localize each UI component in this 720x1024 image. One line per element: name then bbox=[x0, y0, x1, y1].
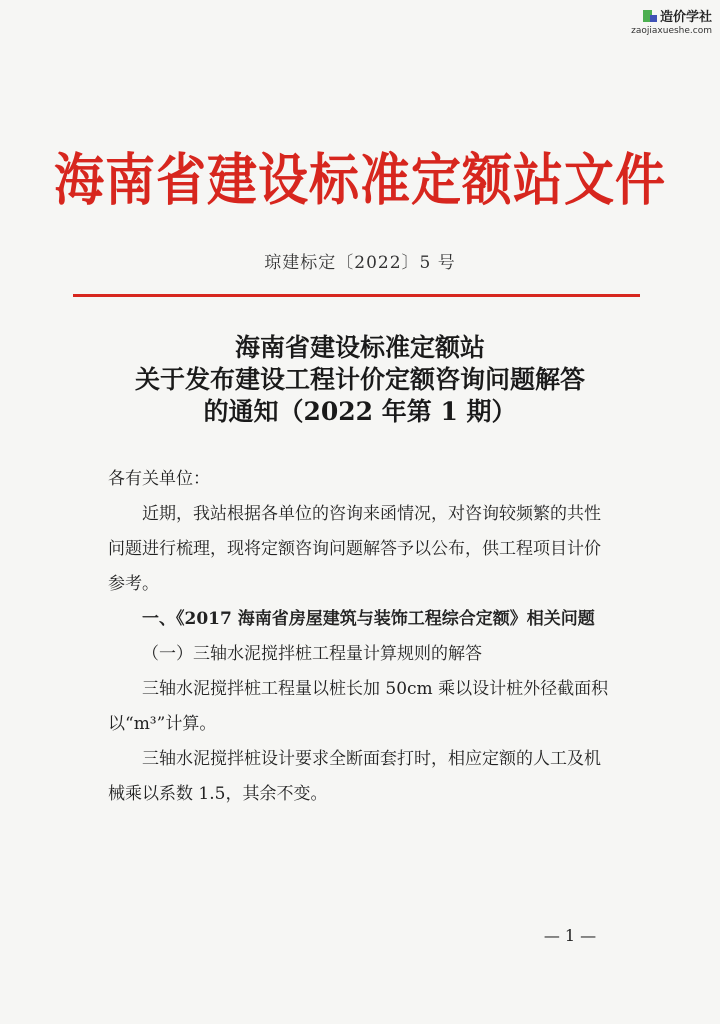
section-heading: 一、《2017 海南省房屋建筑与装饰工程综合定额》相关问题 bbox=[142, 609, 595, 629]
watermark-name: 造价学社 bbox=[659, 10, 712, 25]
subsection-heading: （一）三轴水泥搅拌桩工程量计算规则的解答 bbox=[142, 644, 482, 664]
notice-title bbox=[40, 332, 680, 428]
notice-title-line1: 海南省建设标准定额站 bbox=[234, 333, 485, 362]
salutation: 各有关单位： bbox=[108, 469, 210, 489]
watermark-url: zaojiaxueshe.com bbox=[631, 26, 712, 36]
red-divider bbox=[73, 294, 640, 297]
watermark bbox=[631, 6, 712, 36]
brand-logo-icon bbox=[643, 10, 657, 22]
paragraph-2: 三轴水泥搅拌桩设计要求全断面套打时，相应定额的人工及机械乘以系数 1.5，其余不变。 bbox=[108, 749, 601, 804]
document-body bbox=[108, 497, 613, 812]
page-number: — 1 — bbox=[543, 926, 597, 945]
notice-title-line2: 关于发布建设工程计价定额咨询问题解答 bbox=[134, 365, 585, 394]
paragraph-1: 三轴水泥搅拌桩工程量以桩长加 50cm 乘以设计桩外径截面积以“m³”计算。 bbox=[108, 679, 609, 734]
notice-title-line3: 的通知（2022 年第 1 期） bbox=[203, 397, 517, 426]
document-header-title: 海南省建设标准定额站文件 bbox=[54, 146, 666, 213]
intro-paragraph: 近期，我站根据各单位的咨询来函情况，对咨询较频繁的共性问题进行梳理，现将定额咨询问题解答予以公布，供工程项目计价参考。 bbox=[108, 504, 601, 594]
document-number: 琼建标定〔2022〕5 号 bbox=[264, 253, 456, 273]
